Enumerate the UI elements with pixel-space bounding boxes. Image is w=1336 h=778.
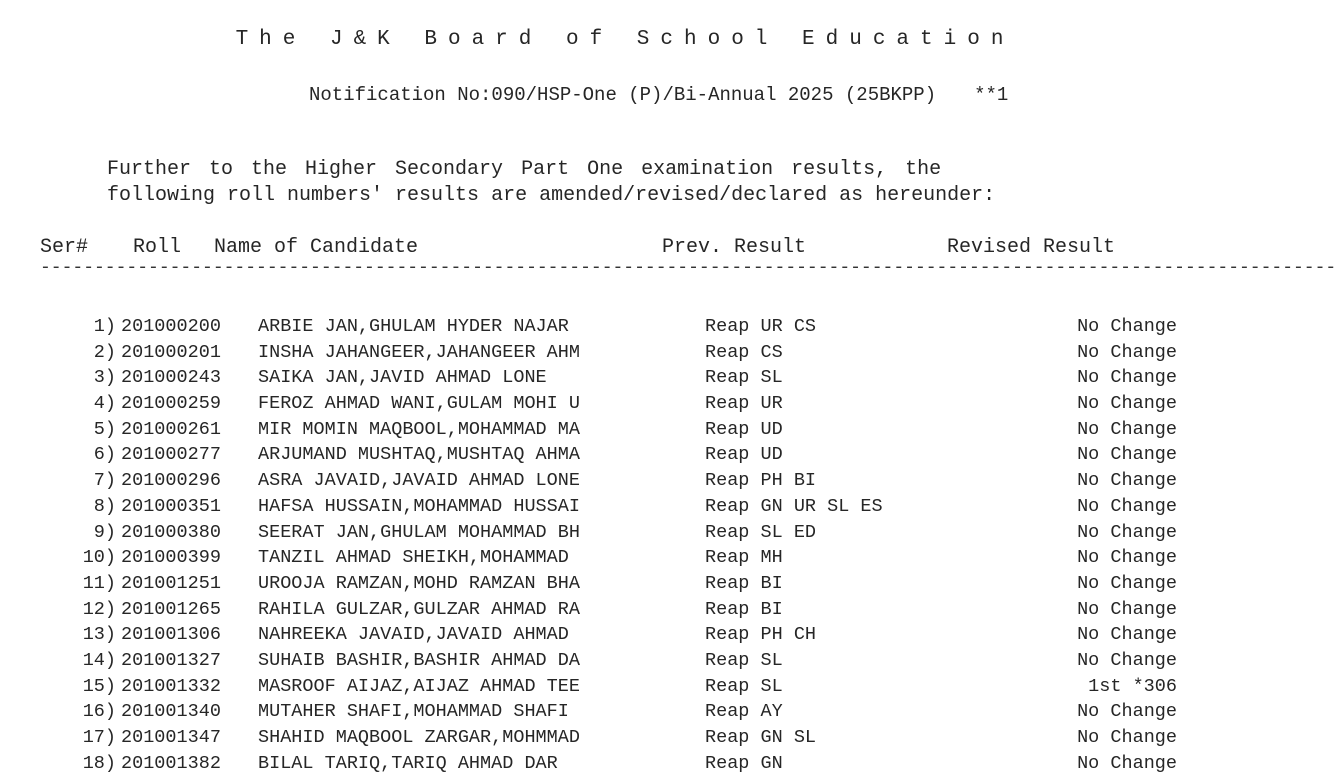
- row-roll: 201000243: [121, 367, 221, 389]
- row-roll: 201001382: [121, 752, 221, 774]
- row-name: ARBIE JAN,GHULAM HYDER NAJAR: [258, 316, 569, 337]
- row-ser: 16): [82, 701, 116, 723]
- table-row: [0, 599, 1250, 625]
- row-ser: 8): [93, 495, 116, 517]
- row-name: HAFSA HUSSAIN,MOHAMMAD HUSSAI: [258, 495, 580, 517]
- row-ser: 10): [82, 547, 116, 569]
- row-prev-result: Reap GN UR SL ES: [705, 495, 883, 517]
- row-roll: 201000200: [121, 316, 221, 337]
- table-row: [0, 573, 1250, 599]
- table-row: [0, 342, 1250, 368]
- row-revised-result: No Change: [1077, 598, 1177, 620]
- row-prev-result: Reap BI: [705, 572, 783, 594]
- column-header-name: Name of Candidate: [214, 236, 419, 259]
- row-prev-result: Reap UD: [705, 444, 783, 466]
- row-name: MASROOF AIJAZ,AIJAZ AHMAD TEE: [258, 675, 580, 697]
- intro-line-1: Further to the Higher Secondary Part One examination results, the: [107, 158, 942, 181]
- row-roll: 201000201: [121, 341, 221, 363]
- row-ser: 1): [93, 316, 116, 337]
- row-revised-result: No Change: [1077, 418, 1177, 440]
- row-roll: 201000296: [121, 470, 221, 492]
- row-roll: 201000277: [121, 444, 221, 466]
- row-ser: 15): [82, 675, 116, 697]
- row-revised-result: No Change: [1077, 752, 1177, 774]
- row-name: SUHAIB BASHIR,BASHIR AHMAD DA: [258, 649, 580, 671]
- row-prev-result: Reap SL: [705, 675, 783, 697]
- column-header-prev-result: Prev. Result: [662, 236, 807, 259]
- row-revised-result: No Change: [1077, 624, 1177, 646]
- row-name: SHAHID MAQBOOL ZARGAR,MOHMMAD: [258, 727, 580, 748]
- row-revised-result: No Change: [1077, 547, 1177, 569]
- row-prev-result: Reap AY: [705, 701, 783, 723]
- row-ser: 2): [93, 341, 116, 363]
- row-prev-result: Reap UD: [705, 418, 783, 440]
- table-row: [0, 367, 1250, 393]
- row-revised-result: No Change: [1077, 701, 1177, 723]
- row-ser: 9): [93, 521, 116, 543]
- row-ser: 6): [93, 444, 116, 466]
- column-header-ser: Ser#: [40, 236, 89, 259]
- row-roll: 201001340: [121, 701, 221, 723]
- row-prev-result: Reap PH BI: [705, 470, 817, 492]
- row-prev-result: Reap UR: [705, 393, 783, 415]
- row-name: RAHILA GULZAR,GULZAR AHMAD RA: [258, 598, 580, 620]
- row-name: ARJUMAND MUSHTAQ,MUSHTAQ AHMA: [258, 444, 580, 466]
- row-name: UROOJA RAMZAN,MOHD RAMZAN BHA: [258, 572, 580, 594]
- row-revised-result: No Change: [1077, 444, 1177, 466]
- row-roll: 201001265: [121, 598, 221, 620]
- row-ser: 5): [93, 418, 116, 440]
- row-revised-result: No Change: [1077, 316, 1177, 337]
- row-prev-result: Reap UR CS: [705, 316, 817, 337]
- row-prev-result: Reap PH CH: [705, 624, 817, 646]
- row-ser: 18): [82, 752, 116, 774]
- table-row: [0, 393, 1250, 419]
- row-revised-result: No Change: [1077, 367, 1177, 389]
- notification-number: [309, 84, 1008, 106]
- row-prev-result: Reap GN: [705, 752, 783, 774]
- row-prev-result: Reap SL: [705, 649, 783, 671]
- row-name: SEERAT JAN,GHULAM MOHAMMAD BH: [258, 521, 580, 543]
- row-name: BILAL TARIQ,TARIQ AHMAD DAR: [258, 752, 558, 774]
- column-header-revised-result: Revised Result: [947, 236, 1116, 259]
- row-name: FEROZ AHMAD WANI,GULAM MOHI U: [258, 393, 580, 415]
- row-name: SAIKA JAN,JAVID AHMAD LONE: [258, 367, 547, 389]
- row-prev-result: Reap SL ED: [705, 521, 817, 543]
- row-roll: 201001306: [121, 624, 221, 646]
- row-prev-result: Reap GN SL: [705, 727, 817, 748]
- table-row: [0, 547, 1250, 573]
- row-prev-result: Reap SL: [705, 367, 783, 389]
- table-row: [0, 470, 1250, 496]
- row-ser: 13): [82, 624, 116, 646]
- table-row: [0, 624, 1250, 650]
- row-prev-result: Reap MH: [705, 547, 783, 569]
- row-ser: 12): [82, 598, 116, 620]
- row-name: ASRA JAVAID,JAVAID AHMAD LONE: [258, 470, 580, 492]
- row-roll: 201000351: [121, 495, 221, 517]
- row-roll: 201000380: [121, 521, 221, 543]
- row-name: MUTAHER SHAFI,MOHAMMAD SHAFI: [258, 701, 569, 723]
- row-revised-result: No Change: [1077, 649, 1177, 671]
- row-revised-result: No Change: [1077, 521, 1177, 543]
- row-revised-result: No Change: [1077, 341, 1177, 363]
- row-revised-result: No Change: [1077, 727, 1177, 748]
- table-row: [0, 701, 1250, 727]
- row-roll: 201001332: [121, 675, 221, 697]
- row-revised-result: No Change: [1077, 470, 1177, 492]
- table-row: [0, 496, 1250, 522]
- row-name: INSHA JAHANGEER,JAHANGEER AHM: [258, 341, 580, 363]
- table-row: [0, 727, 1250, 753]
- header-divider: ------------------------------------------------------------------------------------------------------------------------: [40, 258, 1336, 278]
- row-roll: 201001347: [121, 727, 221, 748]
- row-ser: 11): [82, 572, 116, 594]
- row-prev-result: Reap CS: [705, 341, 783, 363]
- table-row: [0, 444, 1250, 470]
- table-row: [0, 316, 1250, 342]
- row-revised-result: No Change: [1077, 495, 1177, 517]
- row-roll: 201000399: [121, 547, 221, 569]
- row-ser: 4): [93, 393, 116, 415]
- notification-text: Notification No:090/HSP-One (P)/Bi-Annual 2025 (25BKPP): [309, 84, 937, 106]
- row-revised-result: No Change: [1077, 393, 1177, 415]
- row-ser: 14): [82, 649, 116, 671]
- table-row: [0, 650, 1250, 676]
- row-ser: 3): [93, 367, 116, 389]
- table-row: [0, 753, 1250, 778]
- row-roll: 201000259: [121, 393, 221, 415]
- table-row: [0, 676, 1250, 702]
- row-name: MIR MOMIN MAQBOOL,MOHAMMAD MA: [258, 418, 580, 440]
- column-header-roll: Roll: [133, 236, 182, 259]
- table-row: [0, 419, 1250, 445]
- row-name: NAHREEKA JAVAID,JAVAID AHMAD: [258, 624, 569, 646]
- row-roll: 201001251: [121, 572, 221, 594]
- row-revised-result: No Change: [1077, 572, 1177, 594]
- row-roll: 201001327: [121, 649, 221, 671]
- row-revised-result: 1st *306: [1088, 675, 1177, 697]
- row-ser: 17): [82, 727, 116, 748]
- results-table: [0, 316, 1250, 778]
- board-title: The J&K Board of School Education: [235, 28, 1015, 51]
- row-ser: 7): [93, 470, 116, 492]
- row-prev-result: Reap BI: [705, 598, 783, 620]
- intro-line-2: following roll numbers' results are amended/revised/declared as hereunder:: [107, 184, 996, 207]
- row-name: TANZIL AHMAD SHEIKH,MOHAMMAD: [258, 547, 569, 569]
- row-roll: 201000261: [121, 418, 221, 440]
- page-marker: **1: [974, 84, 1009, 106]
- table-row: [0, 522, 1250, 548]
